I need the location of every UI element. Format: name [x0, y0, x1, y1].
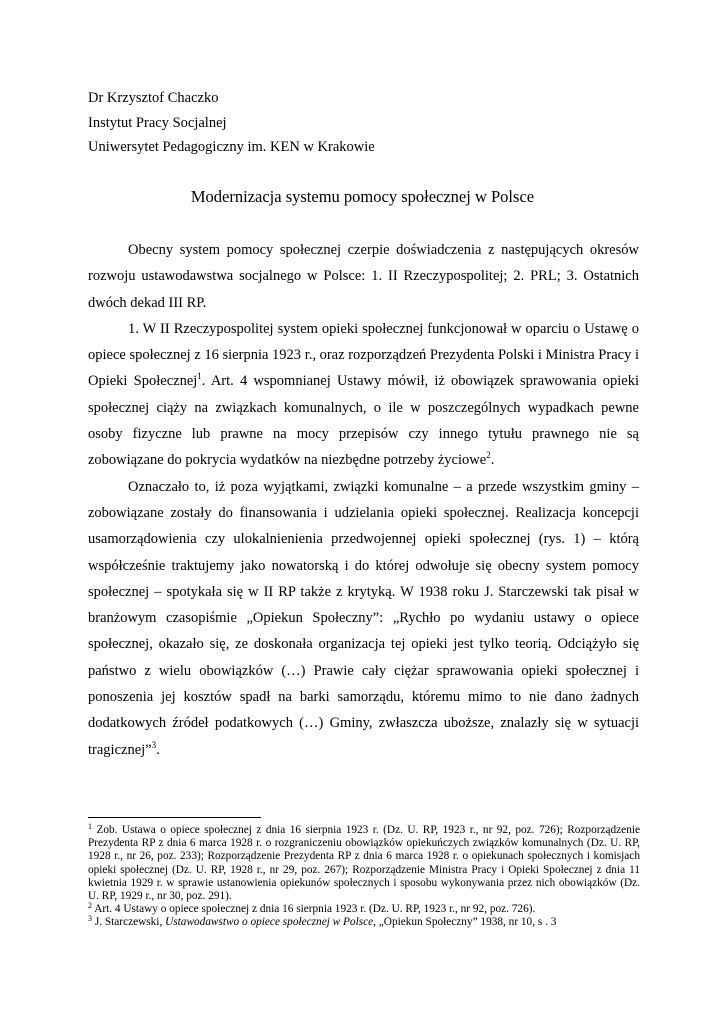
footnote-text: Zob. Ustawa o opiece społecznej z dnia 16 sierpnia 1923 r. (Dz. U. RP, 1923 r., nr 92, poz. 726); Rozporządzenie Prezydenta RP z dnia 6 marca 1928 r. o rozgraniczeniu obowiązków opiekuńczych związków komunalnych (Dz. U. RP, 1928 r., nr 26, poz. 233); Rozporządzenie Prezydenta RP z dnia 6 marca 1928 r. o opiekunach społecznych i komisjach opieki społecznej (Dz. U. RP, 1928 r., nr 29, poz. 267); Rozporządzenie Ministra Pracy i Opieki Społecznej z dnia 11 kwietnia 1929 r. w sprawie ustanowienia opiekunów społecznych i sposobu wykonywania przez nich obowiązków (Dz. U. RP, 1929 r., nr 30, poz. 291). [88, 824, 640, 903]
paragraph-text: Oznaczało to, iż poza wyjątkami, związki komunalne – a przede wszystkim gminy – zobowiązane zostały do finansowania i udzielania opieki społecznej. Realizacja koncepcji usamorządowienia czy ulokalnienienia przedwojennej opieki społecznej (rys. 1) – którą współcześnie traktujemy jako nowatorską i do której odwołuje się obecny system pomocy społecznej – spotykała się w II RP także z krytyką. W 1938 roku J. Starczewski tak pisał w branżowym czasopiśmie „Opiekun Społeczny”: „Rychło po wydaniu ustawy o opiece społecznej, okazało się, ze doskonała organizacja tej opieki jest tylko teorią. Odciążyło się państwo z wielu obowiązków (…) Prawie cały ciężar sprawowania opieki społecznej i ponoszenia jej kosztów spadł na barki samorządu, któremu mimo to nie dano żadnych dodatkowych źródeł podatkowych (…) Gminy, zwłaszcza uboższe, znalazły się w sytuacji tragicznej” [88, 478, 639, 758]
author-block [88, 86, 375, 160]
document-title: Modernizacja systemu pomocy społecznej w Polsce [190, 187, 535, 206]
footnote-number: 3 [88, 914, 92, 924]
paragraph-intro: Obecny system pomocy społecznej czerpie doświadczenia z następujących okresów rozwoju ustawodawstwa socjalnego w Polsce: 1. II Rzeczypospolitej; 2. PRL; 3. Ostatnich dwóch dekad III RP. [88, 242, 639, 311]
paragraph-text: . [490, 452, 495, 469]
paragraph-second-republic [88, 316, 639, 474]
footnote-ref-1[interactable]: 1 [197, 371, 202, 382]
author-university: Uniwersytet Pedagogiczny im. KEN w Krakowie [88, 139, 375, 155]
footnote-2 [88, 903, 640, 916]
footnotes [88, 824, 640, 930]
footnote-italic-title: Ustawodawstwo o opiece społecznej w Polsce [165, 916, 374, 929]
paragraph-critique [88, 474, 639, 763]
footnote-number: 2 [88, 901, 92, 911]
author-name: Dr Krzysztof Chaczko [88, 90, 219, 106]
footnote-1 [88, 824, 640, 903]
paragraph-text: . Art. 4 wspomnianej Ustawy mówił, iż obowiązek sprawowania opieki społecznej ciąży na związkach komunalnych, o ile w poszczególnych wypadkach pewne osoby fizyczne lub prawne na mocy przepisów czy innego tytułu prawnego nie są zobowiązane do pokrycia wydatków na niezbędne potrzeby życiowe [88, 373, 639, 469]
paragraph-text: . [156, 741, 160, 758]
footnote-text: J. Starczewski, [92, 916, 166, 929]
paragraph-text: 1. W II Rzeczypospolitej system opieki społecznej funkcjonował w oparciu o Ustawę o opiece społecznej z 16 sierpnia 1923 r., oraz rozporządzeń Prezydenta Polski i Ministra Pracy i Opieki Społecznej [88, 320, 639, 390]
footnote-ref-3[interactable]: 3 [151, 739, 157, 750]
footnote-text: , „Opiekun Społeczny” 1938, nr 10, s . 3 [373, 916, 557, 929]
author-institute: Instytut Pracy Socjalnej [88, 114, 227, 131]
document-body [88, 237, 639, 763]
footnote-separator [88, 817, 261, 818]
footnote-ref-2[interactable]: 2 [486, 450, 491, 461]
footnote-3 [88, 916, 640, 929]
footnote-number: 1 [88, 822, 92, 831]
footnote-text: Art. 4 Ustawy o opiece społecznej z dnia 16 sierpnia 1923 r. (Dz. U. RP, 1923 r., nr 92, poz. 726). [92, 903, 536, 916]
